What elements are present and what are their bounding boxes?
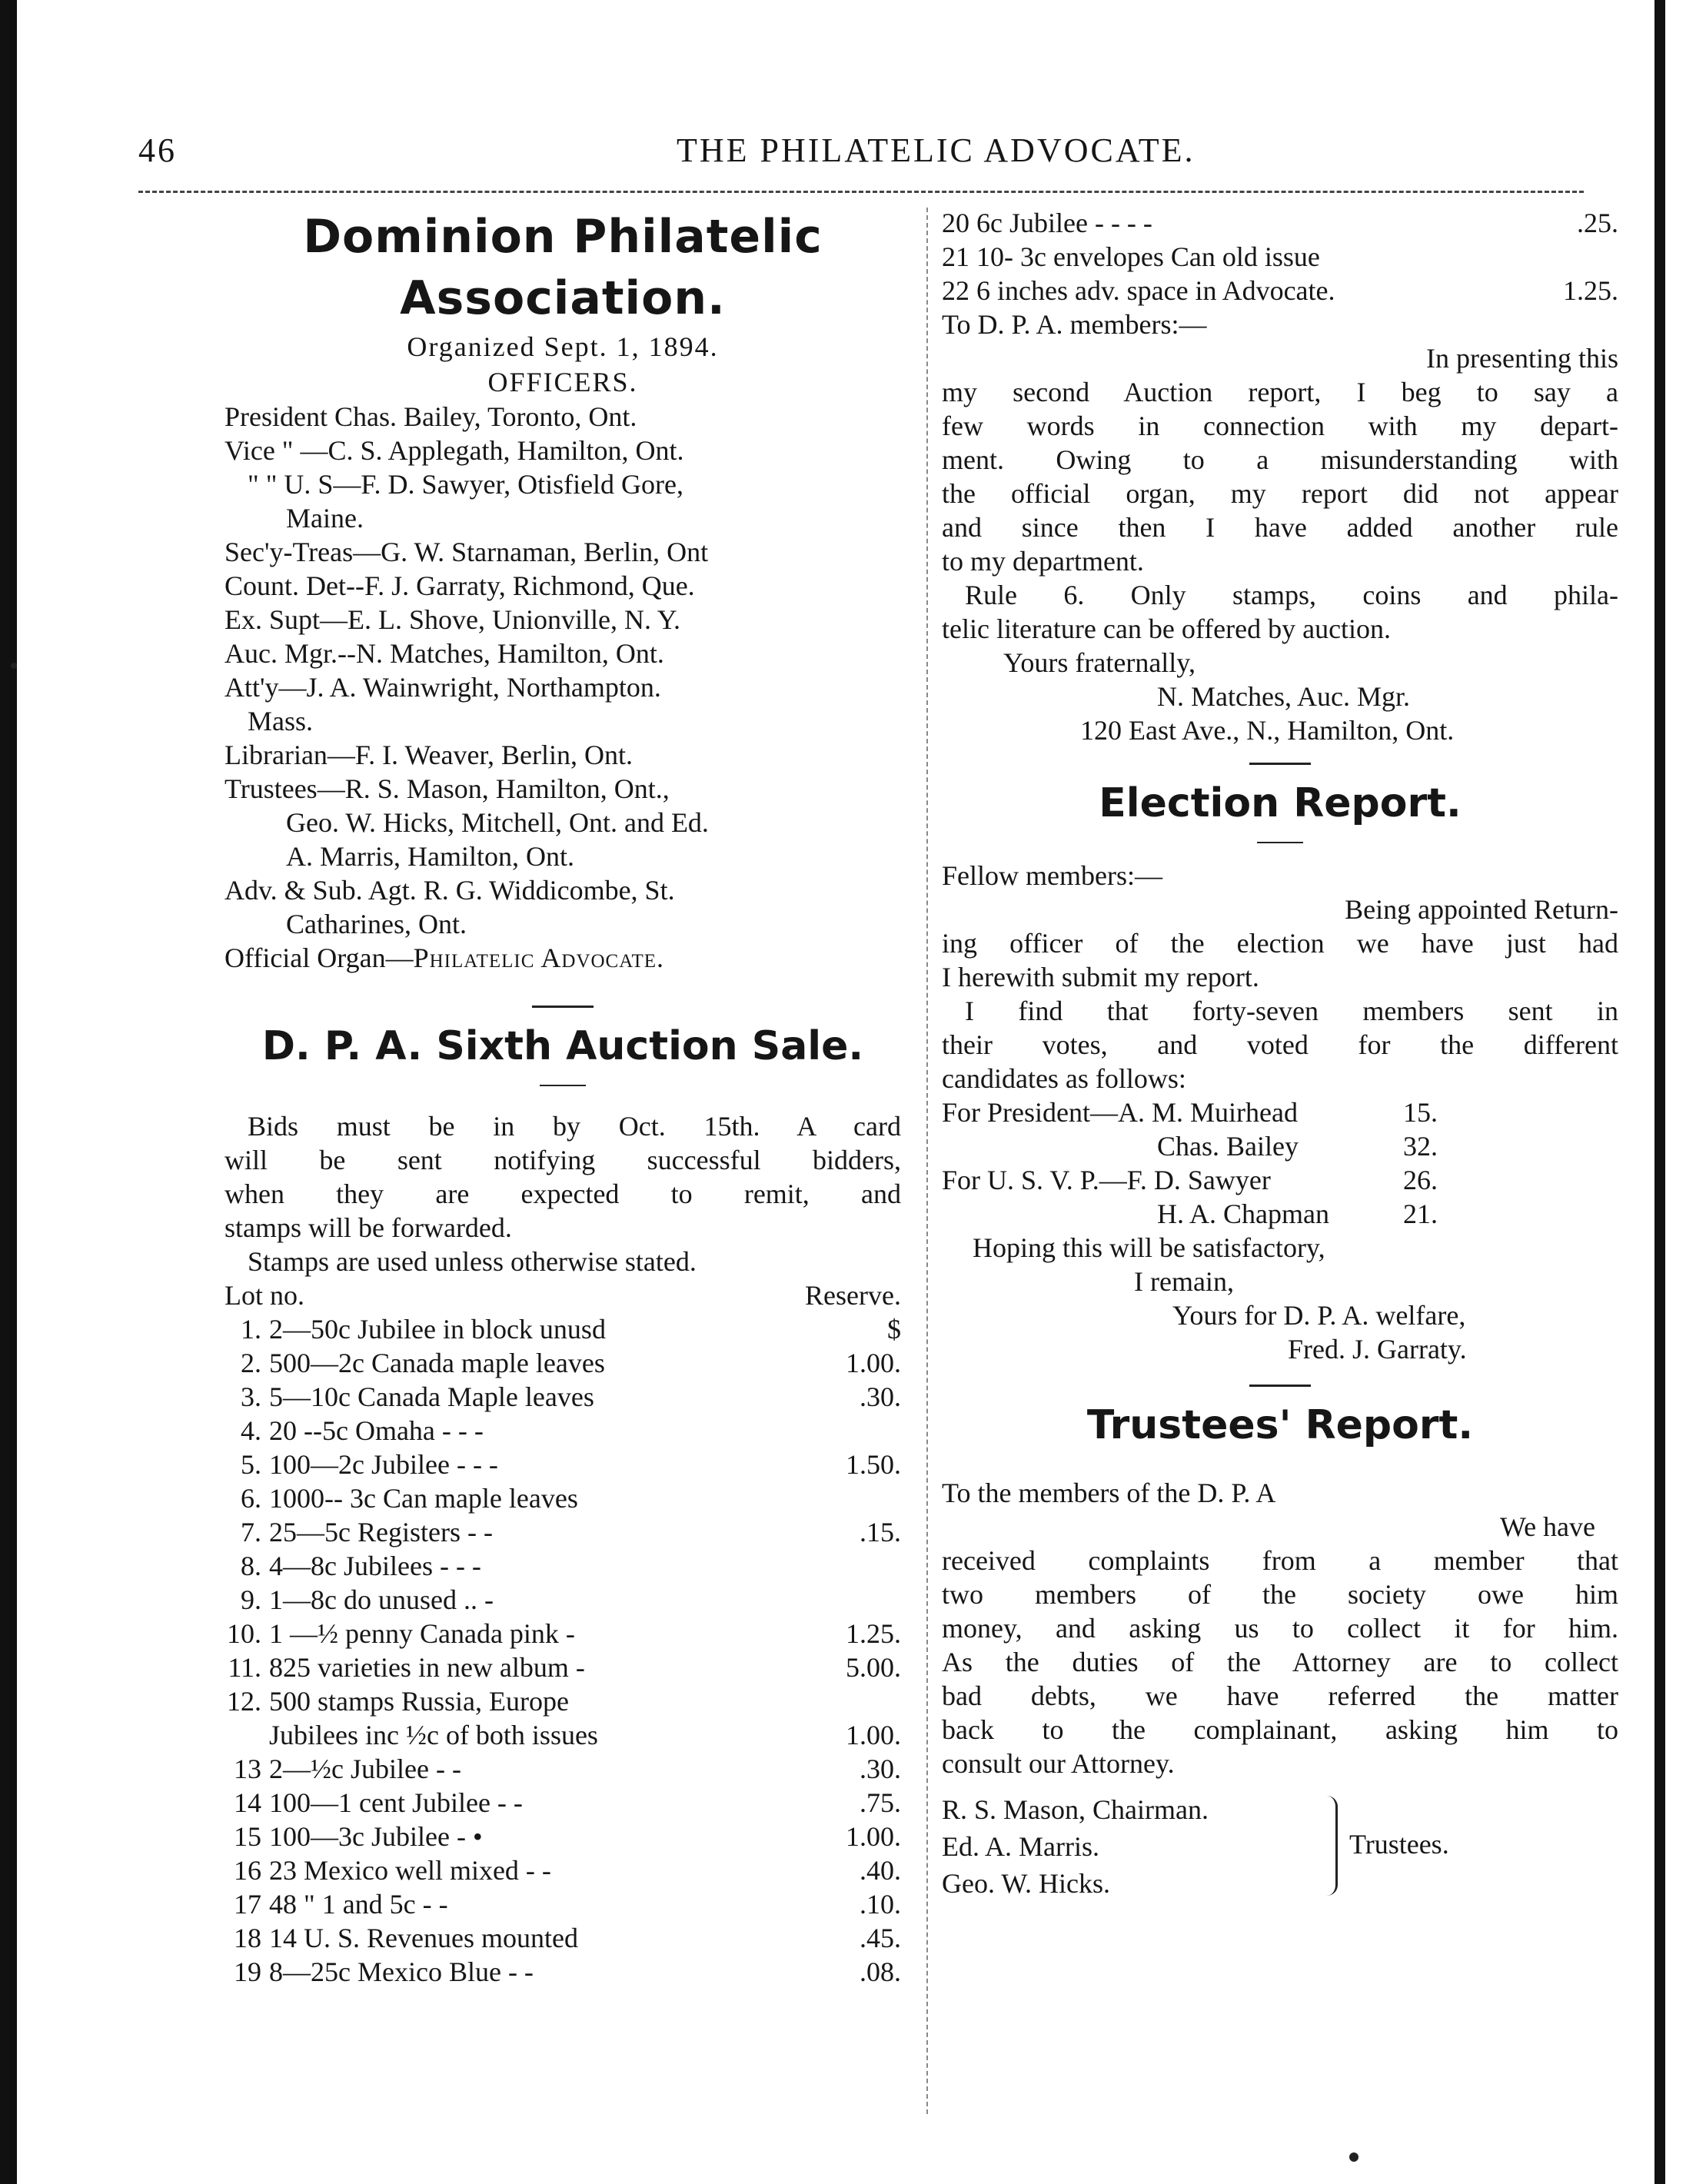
vote-count: 21.: [1403, 1198, 1438, 1229]
auction-title: D. P. A. Sixth Auction Sale.: [261, 1023, 864, 1069]
lot-number: 5.: [241, 1449, 261, 1480]
election-closing-line: I remain,: [1134, 1266, 1234, 1297]
trustees-line: received complaints from a member that: [942, 1545, 1618, 1576]
lot-reserve: 5.00.: [846, 1652, 901, 1683]
officer-line: Count. Det--F. J. Garraty, Richmond, Que.: [224, 570, 695, 601]
officers-list: [224, 400, 901, 941]
letter-address: 120 East Ave., N., Hamilton, Ont.: [1080, 715, 1455, 746]
lot-reserve: .75.: [860, 1787, 901, 1818]
lot-description: 1 —½ penny Canada pink -: [269, 1618, 575, 1649]
officer-line: Trustees—R. S. Mason, Hamilton, Ont.,: [224, 773, 670, 804]
auction-note: Stamps are used unless otherwise stated.: [248, 1246, 697, 1277]
trustee-signer: Geo. W. Hicks.: [942, 1868, 1110, 1899]
lot-reserve: 1.00.: [846, 1720, 901, 1750]
letter-line: the official organ, my report did not appear: [942, 478, 1618, 509]
official-organ: [224, 941, 901, 975]
rule-six-line2: telic literature can be offered by auction.: [942, 613, 1392, 644]
trustees-salutation: To the members of the D. P. A: [942, 1478, 1276, 1508]
officer-line: " " U. S—F. D. Sawyer, Otisfield Gore,: [248, 469, 684, 500]
election-line: candidates as follows:: [942, 1063, 1186, 1094]
lot-row: [224, 1515, 901, 1549]
lot-description: 1000-- 3c Can maple leaves: [269, 1483, 578, 1514]
lot-reserve: .30.: [860, 1381, 901, 1412]
letter-line: few words in connection with my depart-: [942, 411, 1618, 441]
trustee-signer: Ed. A. Marris.: [942, 1831, 1099, 1862]
lot-reserve: .08.: [860, 1956, 901, 1987]
lot-reserve: .10.: [860, 1889, 901, 1920]
election-results: [942, 1095, 1618, 1231]
lot-description: 14 U. S. Revenues mounted: [269, 1923, 578, 1953]
lot-row: [224, 1549, 901, 1583]
officer-line: Sec'y-Treas—G. W. Starnaman, Berlin, Ont: [224, 537, 709, 567]
election-closing-line: Yours for D. P. A. welfare,: [1172, 1300, 1466, 1331]
trustee-signer: R. S. Mason, Chairman.: [942, 1794, 1209, 1825]
election-line: I herewith submit my report.: [942, 962, 1259, 992]
scan-speck: [1349, 2152, 1358, 2162]
lot-reserve: 1.00.: [846, 1821, 901, 1852]
candidate-label: Chas. Bailey: [1157, 1131, 1299, 1162]
lot-row: [224, 1481, 901, 1515]
lot-reserve: .30.: [860, 1754, 901, 1784]
header-rule: [138, 191, 1584, 193]
election-line: I find that forty-seven members sent in: [965, 996, 1618, 1026]
lot-row: [224, 1312, 901, 1346]
lot-number: 18: [234, 1923, 261, 1953]
lot-number: 19: [234, 1956, 261, 1987]
lot-reserve: 1.50.: [846, 1449, 901, 1480]
lot-row: [224, 1887, 901, 1921]
election-body: [942, 926, 1618, 994]
lot-row: [942, 240, 1618, 274]
scan-edge-left: [0, 0, 17, 2184]
lot-reserve: .40.: [860, 1855, 901, 1886]
lot-reserve: [786, 1481, 901, 1515]
lot-description: 825 varieties in new album -: [269, 1652, 585, 1683]
page-header: [138, 131, 1584, 184]
auction-intro-line: stamps will be forwarded.: [224, 1212, 512, 1243]
lot-row: [224, 1617, 901, 1650]
vote-count: 15.: [1403, 1097, 1438, 1128]
lot-row: [224, 1752, 901, 1786]
lot-reserve: [786, 1684, 901, 1718]
official-organ-name: Philatelic Advocate.: [413, 942, 665, 973]
dpa-section: [224, 206, 901, 975]
trustees-label: Trustees.: [1349, 1829, 1449, 1860]
lot-description: 100—3c Jubilee - •: [269, 1821, 483, 1852]
election-title: Election Report.: [1099, 780, 1462, 826]
election-first-line: Being appointed Return-: [1345, 894, 1618, 925]
lot-description: 22 6 inches adv. space in Advocate.: [942, 275, 1335, 306]
brace-mark: [1326, 1796, 1338, 1896]
vote-count: 32.: [1403, 1131, 1438, 1162]
lot-reserve: $: [887, 1314, 901, 1345]
election-line: their votes, and voted for the different: [942, 1029, 1618, 1060]
lot-row: [224, 1650, 901, 1684]
officer-line: Catharines, Ont.: [286, 909, 467, 939]
lot-row: [224, 1853, 901, 1887]
letter-salutation: To D. P. A. members:—: [942, 309, 1207, 340]
lot-reserve: [786, 1583, 901, 1617]
officer-line: Ex. Supt—E. L. Shove, Unionville, N. Y.: [224, 604, 680, 635]
lot-description: 2—50c Jubilee in block unusd: [269, 1314, 606, 1345]
official-organ-prefix: Official Organ—: [224, 942, 414, 973]
election-line: ing officer of the election we have just had: [942, 928, 1618, 959]
lot-row: [224, 1583, 901, 1617]
auction-intro-line: will be sent notifying successful bidders,: [224, 1145, 901, 1175]
scan-speck: [11, 663, 17, 669]
letter-line: and since then I have added another rule: [942, 512, 1618, 543]
lot-number: 11.: [228, 1652, 261, 1683]
section-divider: [1249, 763, 1311, 765]
officer-line: Auc. Mgr.--N. Matches, Hamilton, Ont.: [224, 638, 664, 669]
lot-reserve: .25.: [1577, 208, 1618, 238]
auction-intro-line: when they are expected to remit, and: [224, 1178, 901, 1209]
lot-description: 20 --5c Omaha - - -: [269, 1415, 484, 1446]
lot-number: 4.: [241, 1415, 261, 1446]
lot-number: 12.: [227, 1686, 261, 1717]
lots-header-row: [224, 1278, 901, 1312]
officer-line: A. Marris, Hamilton, Ont.: [286, 841, 574, 872]
trustees-line: money, and asking us to collect it for him.: [942, 1613, 1618, 1644]
letter-line: ment. Owing to a misunderstanding with: [942, 444, 1618, 475]
trustees-signers: [942, 1791, 1618, 1902]
section-divider: [532, 1006, 594, 1008]
lot-description: 100—1 cent Jubilee - -: [269, 1787, 523, 1818]
election-closing-line: Fred. J. Garraty.: [1288, 1334, 1467, 1365]
lot-number: 16: [234, 1855, 261, 1886]
lot-reserve: .45.: [860, 1923, 901, 1953]
letter-signer: N. Matches, Auc. Mgr.: [1157, 681, 1410, 712]
lot-description: 500—2c Canada maple leaves: [269, 1348, 605, 1378]
officer-line: Librarian—F. I. Weaver, Berlin, Ont.: [224, 740, 633, 770]
auction-section: [224, 1019, 901, 1989]
election-paragraph-2: [942, 994, 1618, 1095]
lots-table: [224, 1278, 901, 1989]
organized-date: Organized Sept. 1, 1894.: [407, 331, 719, 362]
title-divider: [540, 1085, 586, 1086]
lot-number: 1.: [241, 1314, 261, 1345]
lot-column-header: Lot no.: [224, 1280, 304, 1311]
lot-row: [224, 1820, 901, 1853]
lot-description: 25—5c Registers - -: [269, 1517, 493, 1547]
lot-row: [224, 1448, 901, 1481]
lot-number: 3.: [241, 1381, 261, 1412]
dpa-title-line2: Association.: [400, 271, 726, 325]
trustees-first-line: We have: [1499, 1511, 1595, 1542]
lot-reserve: [786, 1414, 901, 1448]
officer-line: Geo. W. Hicks, Mitchell, Ont. and Ed.: [286, 807, 709, 838]
lot-description: 1—8c do unused .. -: [269, 1584, 494, 1615]
trustees-signature-block: [942, 1791, 1618, 1906]
reserve-column-header: Reserve.: [805, 1280, 901, 1311]
lot-reserve: 1.25.: [846, 1618, 901, 1649]
vote-result-row: [942, 1095, 1618, 1129]
lot-number: 6.: [241, 1483, 261, 1514]
lot-number: [224, 1718, 269, 1752]
lot-number: 14: [234, 1787, 261, 1818]
lot-reserve: .15.: [860, 1517, 901, 1547]
lot-row: [942, 206, 1618, 240]
auction-letter: [942, 307, 1618, 747]
lot-description: Jubilees inc ½c of both issues: [269, 1720, 598, 1750]
vote-result-row: [942, 1129, 1618, 1163]
lot-description: 23 Mexico well mixed - -: [269, 1855, 551, 1886]
officer-line: President Chas. Bailey, Toronto, Ont.: [224, 401, 637, 432]
lots-continued-table: [942, 206, 1618, 307]
rule-six-line1: Rule 6. Only stamps, coins and phila-: [965, 580, 1618, 610]
lot-row: [224, 1346, 901, 1380]
vote-result-row: [942, 1163, 1618, 1197]
lot-number: 17: [234, 1889, 261, 1920]
election-closing: [942, 1231, 1618, 1366]
election-salutation: Fellow members:—: [942, 860, 1162, 891]
trustees-line: consult our Attorney.: [942, 1748, 1175, 1779]
lot-row: [942, 274, 1618, 307]
lot-description: 500 stamps Russia, Europe: [269, 1686, 569, 1717]
officer-line: Adv. & Sub. Agt. R. G. Widdicombe, St.: [224, 875, 675, 906]
right-column: [942, 206, 1618, 1906]
lot-row: [224, 1684, 901, 1718]
lot-description: 48 " 1 and 5c - -: [269, 1889, 448, 1920]
candidate-label: For U. S. V. P.—F. D. Sawyer: [942, 1165, 1271, 1195]
letter-body: [942, 375, 1618, 578]
trustees-title: Trustees' Report.: [1086, 1402, 1474, 1448]
vote-result-row: [942, 1197, 1618, 1231]
lot-reserve: [786, 1549, 901, 1583]
candidate-label: H. A. Chapman: [1157, 1198, 1329, 1229]
lot-description: 2—½c Jubilee - -: [269, 1754, 461, 1784]
section-divider: [1249, 1385, 1311, 1387]
lot-row: [224, 1718, 901, 1752]
lot-row: [224, 1380, 901, 1414]
lot-description: 20 6c Jubilee - - - -: [942, 208, 1152, 238]
lot-description: 8—25c Mexico Blue - -: [269, 1956, 534, 1987]
lot-number: 8.: [241, 1551, 261, 1581]
auction-intro: [224, 1109, 901, 1245]
trustees-line: back to the complainant, asking him to: [942, 1714, 1618, 1745]
lot-number: 13: [234, 1754, 261, 1784]
lot-reserve: [1534, 240, 1618, 274]
trustees-section: [942, 1398, 1618, 1906]
lot-description: 5—10c Canada Maple leaves: [269, 1381, 594, 1412]
trustees-body: [942, 1544, 1618, 1780]
scan-edge-right: [1654, 0, 1665, 2184]
lot-number: 10.: [227, 1618, 261, 1649]
lot-row: [224, 1955, 901, 1989]
officer-line: Vice " —C. S. Applegath, Hamilton, Ont.: [224, 435, 684, 466]
lot-description: 4—8c Jubilees - - -: [269, 1551, 481, 1581]
lot-number: 15: [234, 1821, 261, 1852]
lot-reserve: 1.25.: [1563, 275, 1618, 306]
letter-first-line: In presenting this: [1426, 343, 1618, 374]
lot-row: [224, 1921, 901, 1955]
lot-description: 100—2c Jubilee - - -: [269, 1449, 498, 1480]
letter-line: my second Auction report, I beg to say a: [942, 377, 1618, 407]
letter-line: to my department.: [942, 546, 1144, 577]
title-divider: [1257, 842, 1303, 843]
lot-number: 7.: [241, 1517, 261, 1547]
officer-line: Mass.: [248, 706, 314, 736]
lot-description: 21 10- 3c envelopes Can old issue: [942, 241, 1320, 272]
column-rule: [926, 208, 928, 2114]
trustees-line: two members of the society owe him: [942, 1579, 1618, 1610]
trustees-line: As the duties of the Attorney are to collect: [942, 1647, 1618, 1677]
election-section: [942, 776, 1618, 1366]
officer-line: Att'y—J. A. Wainwright, Northampton.: [224, 672, 661, 703]
candidate-label: For President—A. M. Muirhead: [942, 1097, 1298, 1128]
lot-reserve: 1.00.: [846, 1348, 901, 1378]
trustees-line: bad debts, we have referred the matter: [942, 1680, 1618, 1711]
officers-heading: OFFICERS.: [487, 367, 638, 397]
officer-line: Maine.: [286, 503, 364, 534]
auction-intro-line: Bids must be in by Oct. 15th. A card: [248, 1111, 901, 1142]
running-title: THE PHILATELIC ADVOCATE.: [677, 131, 1196, 169]
letter-closing: Yours fraternally,: [1003, 647, 1196, 678]
lot-number: 2.: [241, 1348, 261, 1378]
lot-row: [224, 1414, 901, 1448]
page-number: 46: [138, 131, 177, 169]
vote-count: 26.: [1403, 1165, 1438, 1195]
lot-number: 9.: [241, 1584, 261, 1615]
election-closing-line: Hoping this will be satisfactory,: [973, 1232, 1325, 1263]
lot-row: [224, 1786, 901, 1820]
dpa-title-line1: Dominion Philatelic: [303, 210, 823, 264]
left-column: [224, 206, 901, 1989]
